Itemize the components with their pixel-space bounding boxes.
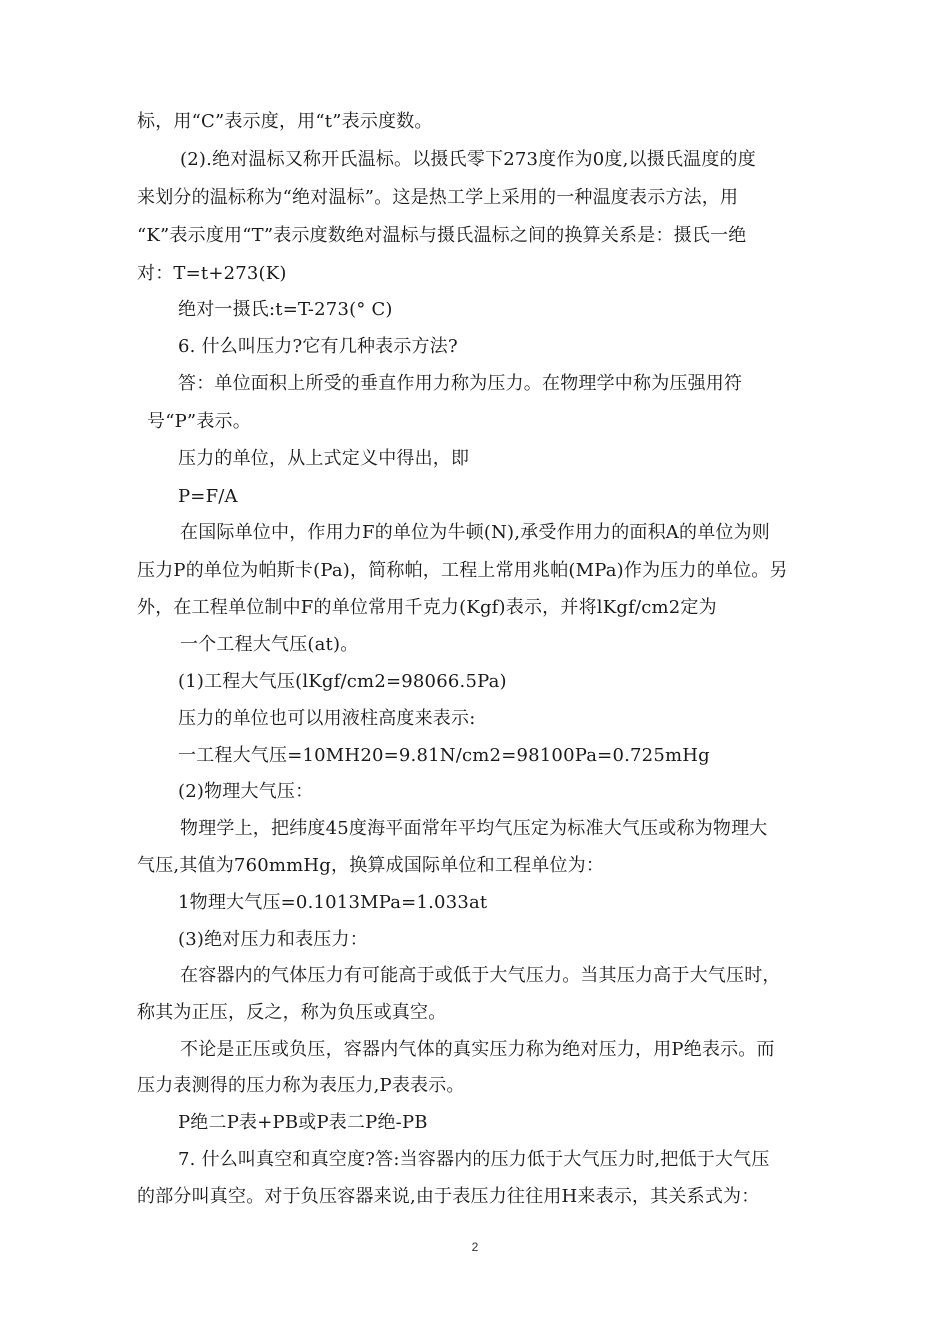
text-line: 压力的单位也可以用液柱高度来表示: bbox=[178, 708, 476, 729]
text-line: “K”表示度用“T”表示度数绝对温标与摄氏温标之间的换算关系是：摄氏一绝 bbox=[137, 225, 747, 246]
formula-line: P绝二P表+PB或P表二P绝-PB bbox=[178, 1112, 428, 1133]
text-line: 称其为正压，反之，称为负压或真空。 bbox=[137, 1002, 447, 1023]
question-heading: 7. 什么叫真空和真空度?答:当容器内的压力低于大气压力时,把低于大气压 bbox=[178, 1149, 770, 1170]
text-line: 在国际单位中，作用力F的单位为牛顿(N),承受作用力的面积A的单位为则 bbox=[180, 522, 771, 543]
text-line: 气压,其值为760mmHg，换算成国际单位和工程单位为： bbox=[137, 855, 605, 876]
text-line: (1)工程大气压(lKgf/cm2=98066.5Pa) bbox=[178, 671, 507, 692]
text-line: 来划分的温标称为“绝对温标”。这是热工学上采用的一种温度表示方法，用 bbox=[137, 187, 739, 208]
text-line: 绝对一摄氏:t=T-273(° C) bbox=[178, 299, 393, 320]
text-line: 对：T=t+273(K) bbox=[137, 263, 287, 284]
text-line: (3)绝对压力和表压力： bbox=[178, 929, 368, 950]
text-line: 答：单位面积上所受的垂直作用力称为压力。在物理学中称为压强用符 bbox=[178, 373, 743, 394]
text-line: 压力P的单位为帕斯卡(Pa)，简称帕，工程上常用兆帕(MPa)作为压力的单位。另 bbox=[137, 560, 788, 581]
text-line: 压力表测得的压力称为表压力,P表表示。 bbox=[137, 1075, 465, 1096]
text-line: 在容器内的气体压力有可能高于或低于大气压力。当其压力高于大气压时， bbox=[180, 965, 781, 986]
text-line: 不论是正压或负压，容器内气体的真实压力称为绝对压力，用P绝表示。而 bbox=[180, 1039, 775, 1060]
text-line: 标，用“C”表示度，用“t”表示度数。 bbox=[137, 111, 433, 132]
formula-line: 一工程大气压=10MH20=9.81N/cm2=98100Pa=0.725mHg bbox=[178, 745, 710, 766]
text-line: 压力的单位，从上式定义中得出，即 bbox=[178, 448, 470, 469]
question-heading: 6. 什么叫压力?它有几种表示方法? bbox=[178, 336, 458, 357]
text-line: 一个工程大气压(at)。 bbox=[180, 634, 359, 655]
text-line: 的部分叫真空。对于负压容器来说,由于表压力往往用H来表示，其关系式为： bbox=[137, 1186, 760, 1207]
page-number: 2 bbox=[471, 1240, 479, 1254]
text-line: (2)物理大气压： bbox=[178, 781, 314, 802]
text-line: 号“P”表示。 bbox=[147, 411, 251, 432]
text-line: 物理学上，把纬度45度海平面常年平均气压定为标准大气压或称为物理大 bbox=[180, 818, 768, 839]
formula-line: 1物理大气压=0.1013MPa=1.033at bbox=[178, 892, 488, 913]
formula-line: P=F/A bbox=[178, 486, 238, 507]
text-line: 外，在工程单位制中F的单位常用千克力(Kgf)表示，并将lKgf/cm2定为 bbox=[137, 597, 717, 618]
text-line: (2).绝对温标又称开氏温标。以摄氏零下273度作为0度,以摄氏温度的度 bbox=[180, 149, 756, 170]
